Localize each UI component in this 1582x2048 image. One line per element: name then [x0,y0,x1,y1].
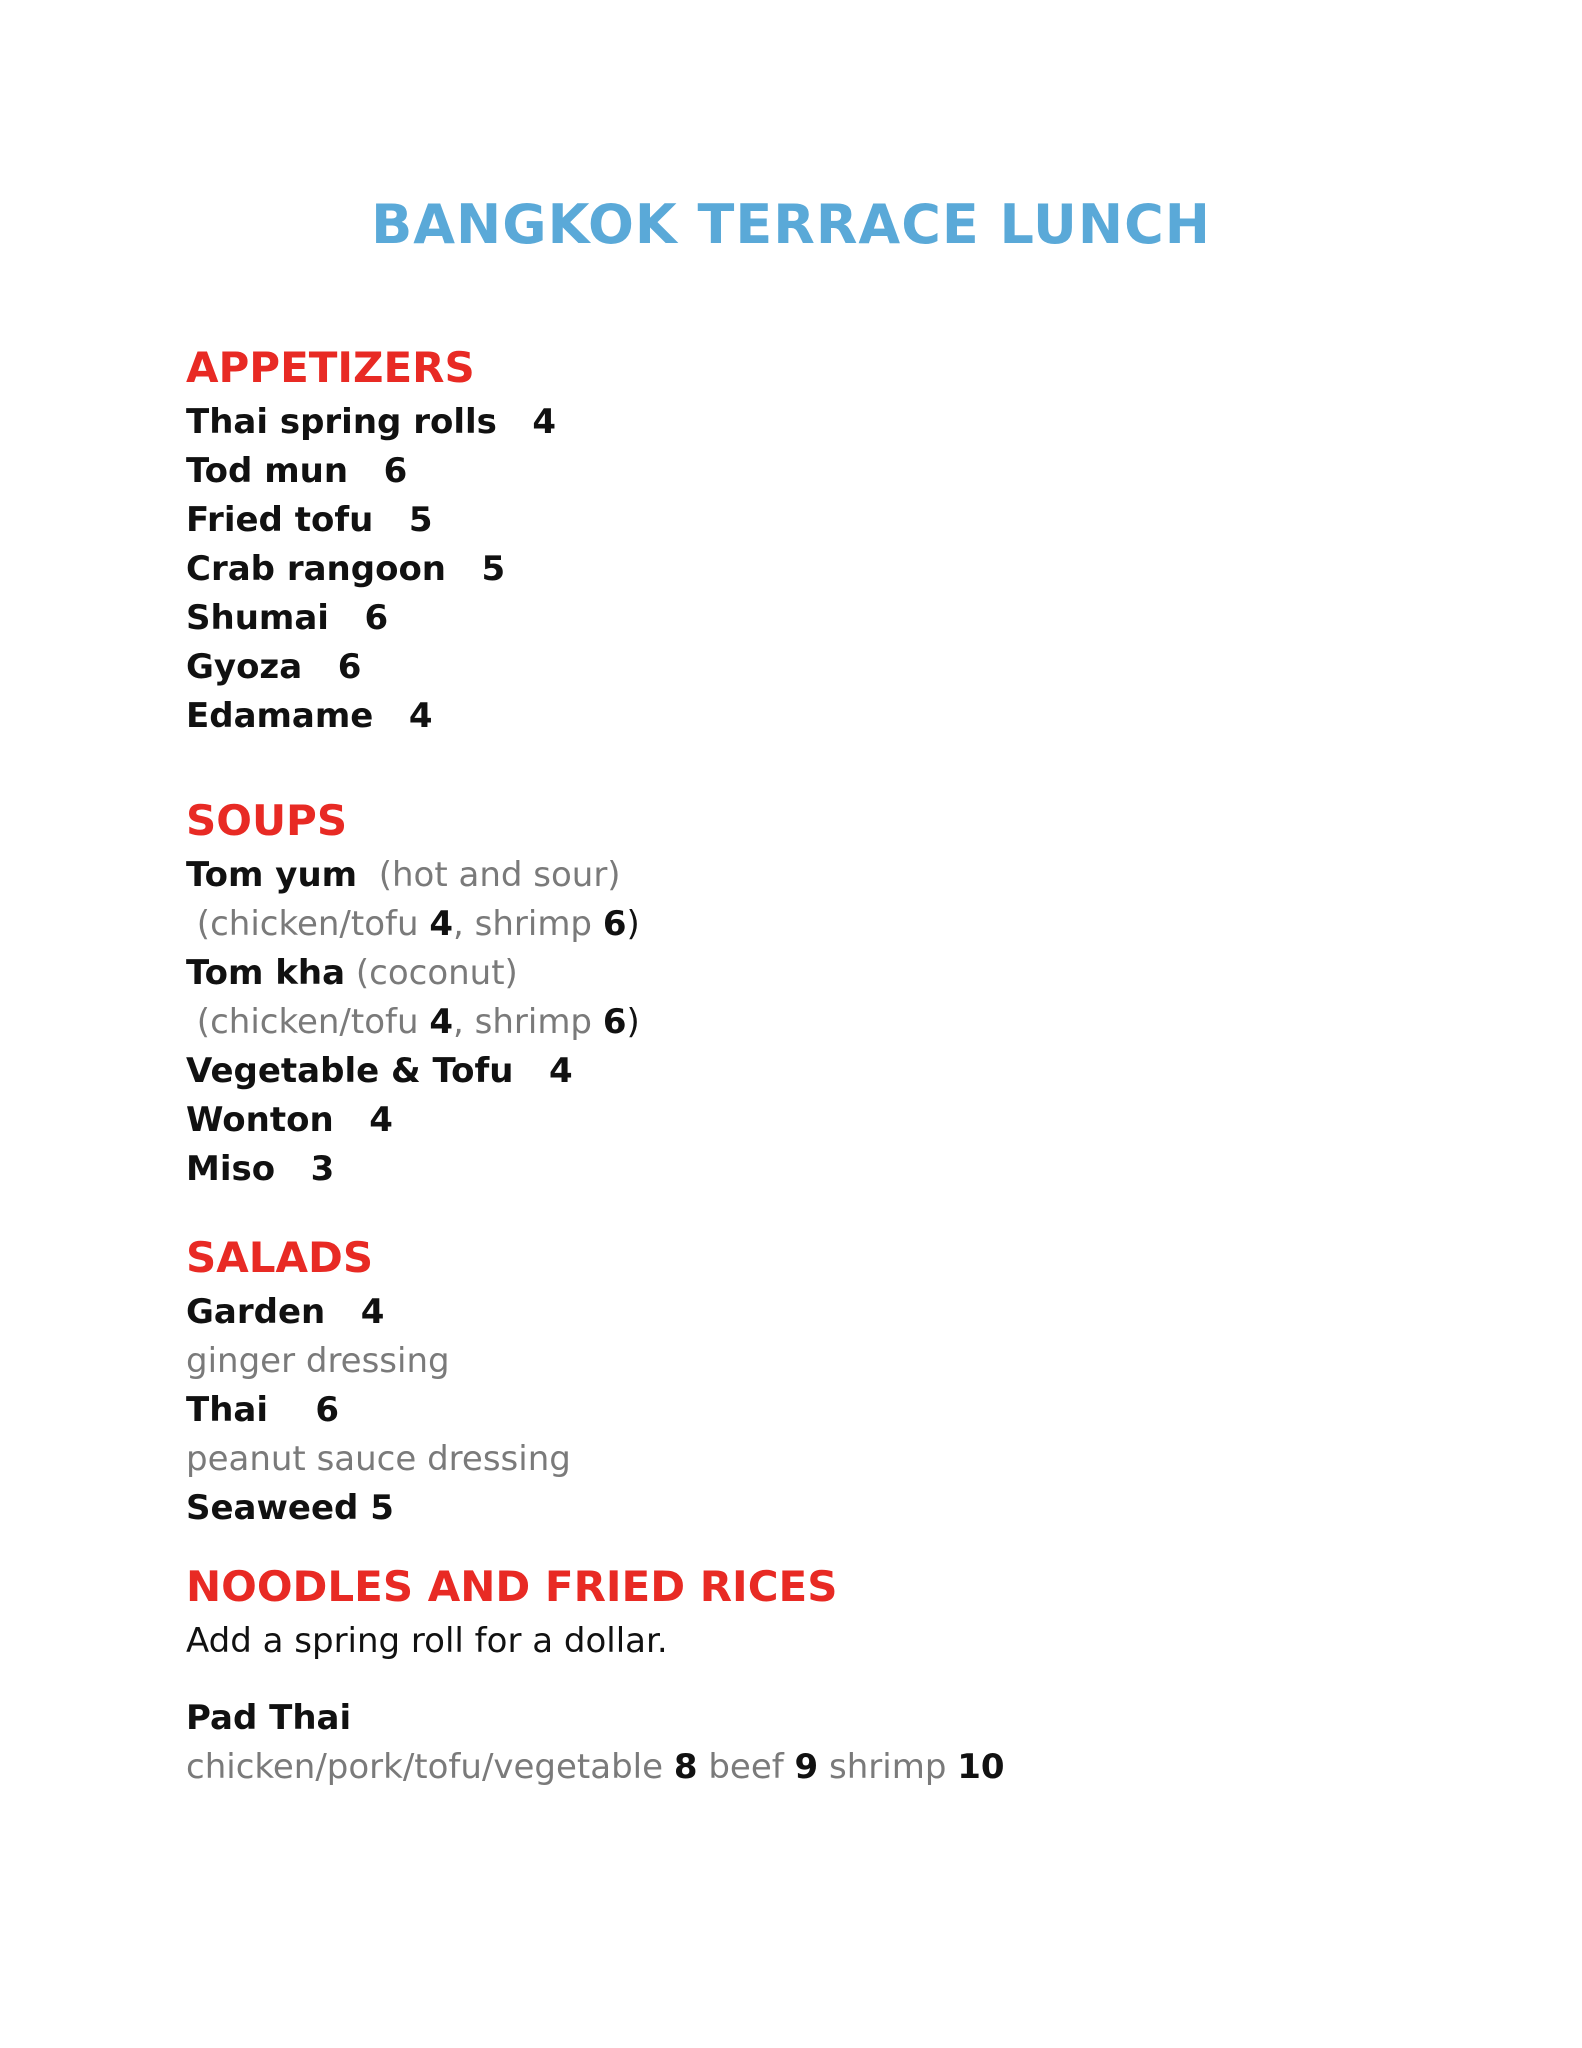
item-name: Edamame [186,696,374,736]
menu-item [186,643,1486,692]
menu-content [186,338,1486,1792]
item-description: peanut sauce dressing [186,1439,571,1479]
item-price: 5 [481,549,506,589]
option-label: chicken/tofu [210,904,419,944]
menu-item [186,594,1486,643]
item-price: 6 [337,647,362,687]
menu-item [186,1145,1486,1194]
menu-item-thai [186,1386,1486,1435]
option-label: shrimp [474,904,593,944]
item-name: Seaweed [186,1488,359,1528]
item-name: Gyoza [186,647,303,687]
soups-heading: SOUPS [186,796,348,845]
item-price: 6 [364,598,389,638]
menu-item-tom-kha [186,949,1486,998]
menu-item-options [186,1743,1486,1792]
item-price: 4 [369,1100,393,1140]
item-price: 6 [315,1390,340,1430]
menu-item-pad-thai: Pad Thai [186,1698,352,1738]
item-price: 4 [532,402,557,442]
item-name: Tom yum [186,855,358,895]
menu-item [186,545,1486,594]
item-price: 5 [408,500,433,540]
option-price: 9 [794,1747,819,1787]
option-price: 4 [429,904,453,944]
menu-item [186,496,1486,545]
item-name: Thai [186,1390,268,1430]
option-label: beef [708,1747,784,1787]
option-price: 8 [673,1747,698,1787]
item-price: 5 [370,1488,394,1528]
menu-item [186,398,1486,447]
menu-item-options: (chicken/tofu 4, shrimp 6) [186,904,640,944]
page-title: BANGKOK TERRACE LUNCH [371,193,1211,256]
item-name: Crab rangoon [186,549,447,589]
option-label: shrimp [829,1747,947,1787]
item-name: Tom kha [186,953,346,993]
menu-item-tom-yum [186,851,1486,900]
option-price: 6 [602,1002,627,1042]
noodles-heading: NOODLES AND FRIED RICES [186,1562,838,1611]
item-description: (coconut) [355,953,518,993]
item-price: 4 [549,1051,573,1091]
menu-item [186,1096,1486,1145]
menu-item-seaweed [186,1484,1486,1533]
option-price: 10 [957,1747,1005,1787]
item-name: Garden [186,1292,326,1332]
noodles-note: Add a spring roll for a dollar. [186,1621,668,1661]
salads-heading: SALADS [186,1233,374,1282]
item-price: 4 [360,1292,385,1332]
item-name: Vegetable & Tofu [186,1051,514,1091]
item-price: 6 [383,451,408,491]
item-name: Fried tofu [186,500,374,540]
item-description: (hot and sour) [378,855,621,895]
appetizers-heading: APPETIZERS [186,343,475,392]
menu-item-options: (chicken/tofu 4, shrimp 6) [186,1002,640,1042]
item-name: Thai spring rolls [186,402,497,442]
menu-item [186,692,1486,741]
menu-item [186,447,1486,496]
option-label: shrimp [474,1002,593,1042]
menu-item [186,1047,1486,1096]
menu-item-garden [186,1288,1486,1337]
item-name: Miso [186,1149,276,1189]
item-name: Wonton [186,1100,334,1140]
item-name: Tod mun [186,451,349,491]
option-label: chicken/pork/tofu/vegetable [186,1747,664,1787]
option-label: chicken/tofu [210,1002,419,1042]
item-description: ginger dressing [186,1341,450,1381]
item-name: Shumai [186,598,329,638]
option-price: 6 [602,904,627,944]
item-price: 4 [408,696,433,736]
option-price: 4 [429,1002,453,1042]
item-price: 3 [310,1149,335,1189]
